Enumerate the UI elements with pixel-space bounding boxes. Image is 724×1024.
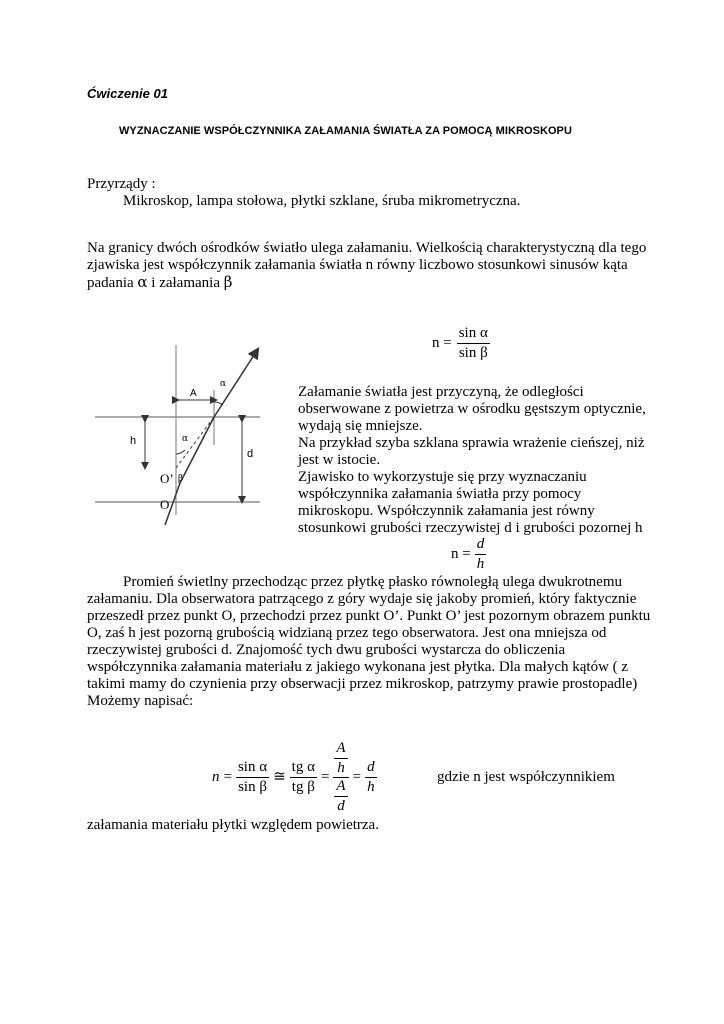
side-text-line: Zjawisko to wykorzystuje się przy wyznaczaniu <box>298 469 587 485</box>
formula3-sin-den: sin β <box>238 779 267 795</box>
formula3-sin-fraction <box>236 759 269 796</box>
formula3-A-top: A <box>334 740 347 759</box>
angle-alpha-mid-arc <box>176 450 185 454</box>
intro-line-3-b: i załamania <box>147 275 224 291</box>
intro-line-3-a: padania <box>87 275 138 291</box>
side-text-line: obserwowane z powietrza w ośrodku gęstszym optycznie, <box>298 401 646 417</box>
formula3-lower <box>333 778 348 815</box>
equipment-list: Mikroskop, lampa stołowa, płytki szklane, śruba mikrometryczna. <box>123 193 521 209</box>
side-text-line: stosunkowi grubości rzeczywistej d i grubości pozornej h <box>298 520 643 536</box>
side-text-line: jest w istocie. <box>298 452 381 468</box>
side-text-line: mikroskopu. Współczynnik załamania jest równy <box>298 503 595 519</box>
formula1-denominator: sin β <box>458 345 488 361</box>
formula3-A-bot: A <box>334 778 347 797</box>
closing-line: załamania materiału płytki względem powietrza. <box>87 817 379 833</box>
body-line: O, zaś h jest pozorną grubością widzianą przez tego obserwatora. Jest ona mniejsza od <box>87 625 607 641</box>
side-text-line: Na przykład szyba szklana sprawia wrażenie cieńszej, niż <box>298 435 645 451</box>
formula2-numerator: d <box>475 536 487 555</box>
formula3-compound-fraction <box>333 740 348 815</box>
formula1-lhs: n = <box>432 335 452 351</box>
refraction-diagram <box>90 340 290 530</box>
alpha-symbol: α <box>137 273 148 291</box>
formula3-h-top: h <box>337 760 345 776</box>
document-title: WYZNACZANIE WSPÓŁCZYNNIKA ZAŁAMANIA ŚWIATŁA ZA POMOCĄ MIKROSKOPU <box>119 125 572 137</box>
formula3-A-over-d <box>334 778 347 815</box>
formula3-d-num: d <box>365 759 377 778</box>
formula3-A-over-h <box>334 740 347 777</box>
body-line: takimi mamy do czynienia przy obserwacji przez mikroskop, patrzymy prawie prostopadle) <box>87 676 638 692</box>
formula3-h-den: h <box>367 779 375 795</box>
formula3-d-over-h <box>365 759 377 796</box>
body-line: przeszedł przez punkt O, przechodzi przez punkt O’. Punkt O’ jest pozornym obrazem punktu <box>87 608 651 624</box>
formula3-tg-num: tg α <box>290 759 317 778</box>
formula3-n: n <box>212 769 220 785</box>
formula3-tg-fraction <box>290 759 317 796</box>
formula3-eq2: = <box>320 769 330 785</box>
formula3-tg-den: tg β <box>291 779 315 795</box>
formula3-note: gdzie n jest współczynnikiem <box>437 769 615 785</box>
label-O: O <box>160 497 170 512</box>
formula3-sin-num: sin α <box>236 759 269 778</box>
formula3-eq3: = <box>352 769 362 785</box>
side-text <box>298 384 678 537</box>
intro-line-2: zjawiska jest współczynnik załamania światła n równy liczbowo stosunkowi sinusów kąta <box>87 257 628 273</box>
body-line: załamaniu. Dla obserwatora patrzącego z góry wydaje się jakoby promień, który faktycznie <box>87 591 637 607</box>
formula3-upper <box>333 740 348 778</box>
ray-inside <box>180 417 214 483</box>
side-text-line: wydają się mniejsze. <box>298 418 423 434</box>
side-text-line: współczynnika załamania światła przy pomocy <box>298 486 582 502</box>
thickness-formula <box>451 536 486 573</box>
formula2-denominator: h <box>476 556 485 572</box>
label-d: d <box>247 448 254 460</box>
formula3-approx: ≅ <box>273 769 286 785</box>
formula1-fraction <box>457 325 490 362</box>
label-alpha-mid: α <box>182 434 189 444</box>
beta-symbol: β <box>223 273 233 291</box>
label-O-prime: O’ <box>160 471 174 486</box>
side-text-line: Załamanie światła jest przyczyną, że odległości <box>298 384 584 400</box>
intro-line-1: Na granicy dwóch ośrodków światło ulega załamaniu. Wielkością charakterystyczną dla tego <box>87 240 647 256</box>
body-line: współczynnika załamania materiału z jakiego wykonana jest płytka. Dla małych kątów ( z <box>87 659 629 675</box>
derivation-formula <box>212 740 377 815</box>
body-paragraph <box>87 574 651 710</box>
body-line: Możemy napisać: <box>87 693 194 709</box>
snell-formula <box>432 325 490 362</box>
label-beta: β <box>178 474 184 484</box>
intro-line-3 <box>87 274 647 292</box>
formula3-eq: = <box>223 769 232 785</box>
formula2-fraction <box>475 536 487 573</box>
formula2-lhs: n = <box>451 546 471 562</box>
label-alpha-top: α <box>220 379 227 389</box>
formula3-d-bot: d <box>337 798 345 814</box>
exercise-title: Ćwiczenie 01 <box>87 86 168 101</box>
body-line: Promień świetlny przechodząc przez płytkę płasko równoległą ulega dwukrotnemu <box>123 574 623 590</box>
angle-alpha-top-arc <box>214 402 223 405</box>
formula1-numerator: sin α <box>457 325 490 344</box>
body-line: rzeczywistej grubości d. Znajomość tych dwu grubości wystarcza do obliczenia <box>87 642 566 658</box>
label-h: h <box>130 435 137 447</box>
equipment-heading: Przyrządy : <box>87 176 156 192</box>
label-A: A <box>190 388 197 399</box>
